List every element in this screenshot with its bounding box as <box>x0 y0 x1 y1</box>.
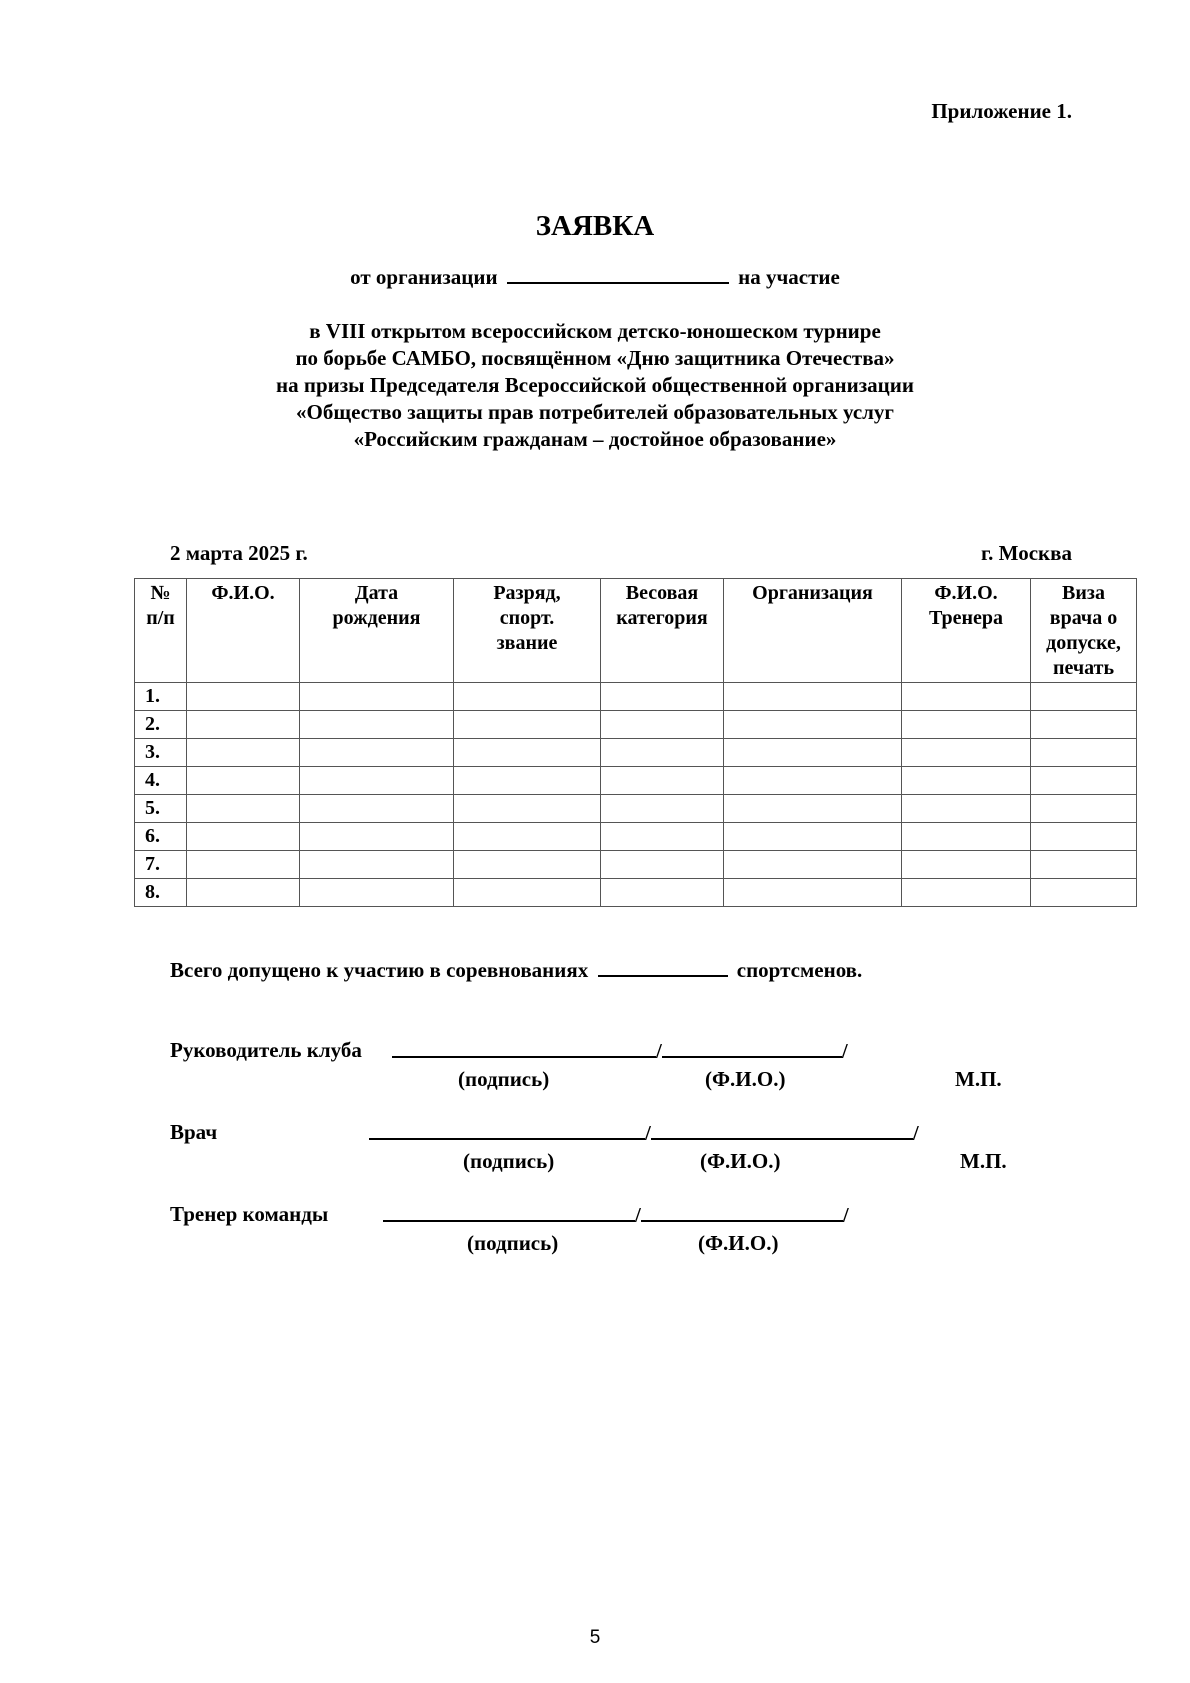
coach-name-field[interactable] <box>641 1202 843 1222</box>
table-cell[interactable] <box>601 851 724 879</box>
doctor-signature-block <box>369 1120 919 1146</box>
table-cell[interactable] <box>724 823 902 851</box>
doctor-stamp: М.П. <box>960 1149 1007 1173</box>
description-line: в VIII открытом всероссийском детско-юношеском турнире <box>309 319 881 343</box>
table-cell[interactable] <box>300 739 454 767</box>
table-cell[interactable] <box>187 795 300 823</box>
header-rank: Разряд, спорт. звание <box>454 579 601 683</box>
header-doctor-visa: Виза врача о допуске, печать <box>1031 579 1137 683</box>
table-cell[interactable] <box>601 767 724 795</box>
row-number: 3. <box>135 739 187 767</box>
row-number: 1. <box>135 683 187 711</box>
table-cell[interactable] <box>300 683 454 711</box>
table-row <box>135 767 1137 795</box>
table-cell[interactable] <box>724 851 902 879</box>
total-count-blank-field[interactable] <box>598 957 728 977</box>
table-cell[interactable] <box>300 823 454 851</box>
club-head-signature-field[interactable] <box>392 1038 656 1058</box>
organization-blank-field[interactable] <box>507 264 729 284</box>
table-cell[interactable] <box>454 823 601 851</box>
description-line: «Российским гражданам – достойное образование» <box>353 427 837 451</box>
table-cell[interactable] <box>1031 823 1137 851</box>
row-number: 4. <box>135 767 187 795</box>
organization-prefix: от организации <box>350 265 498 289</box>
header-number: № п/п <box>135 579 187 683</box>
table-cell[interactable] <box>902 767 1031 795</box>
coach-signature-block <box>383 1202 849 1228</box>
table-cell[interactable] <box>187 683 300 711</box>
table-cell[interactable] <box>1031 795 1137 823</box>
table-cell[interactable] <box>454 795 601 823</box>
table-cell[interactable] <box>601 823 724 851</box>
table-cell[interactable] <box>601 683 724 711</box>
table-cell[interactable] <box>724 879 902 907</box>
separator: / <box>842 1203 849 1227</box>
separator: / <box>912 1121 919 1145</box>
table-cell[interactable] <box>902 851 1031 879</box>
table-cell[interactable] <box>187 767 300 795</box>
participants-table <box>134 578 1137 907</box>
doctor-name-field[interactable] <box>651 1120 913 1140</box>
table-cell[interactable] <box>187 823 300 851</box>
table-cell[interactable] <box>724 767 902 795</box>
coach-name-caption: (Ф.И.О.) <box>698 1231 779 1255</box>
table-cell[interactable] <box>1031 739 1137 767</box>
table-cell[interactable] <box>601 879 724 907</box>
table-cell[interactable] <box>454 879 601 907</box>
page-number: 5 <box>589 1627 601 1648</box>
table-cell[interactable] <box>601 711 724 739</box>
table-cell[interactable] <box>1031 711 1137 739</box>
header-weight-category: Весовая категория <box>601 579 724 683</box>
table-cell[interactable] <box>1031 767 1137 795</box>
total-suffix: спортсменов. <box>736 958 863 982</box>
table-cell[interactable] <box>187 711 300 739</box>
table-row <box>135 795 1137 823</box>
table-row <box>135 739 1137 767</box>
table-cell[interactable] <box>902 795 1031 823</box>
table-header-row <box>135 579 1137 683</box>
table-cell[interactable] <box>187 879 300 907</box>
doctor-signature-field[interactable] <box>369 1120 645 1140</box>
doctor-name-caption: (Ф.И.О.) <box>700 1149 781 1173</box>
table-cell[interactable] <box>902 711 1031 739</box>
row-number: 5. <box>135 795 187 823</box>
table-cell[interactable] <box>300 879 454 907</box>
organization-line <box>0 264 1190 290</box>
separator: / <box>635 1203 641 1227</box>
table-row <box>135 851 1137 879</box>
table-cell[interactable] <box>300 795 454 823</box>
table-row <box>135 823 1137 851</box>
table-cell[interactable] <box>601 739 724 767</box>
description-line: по борьбе САМБО, посвящённом «Дню защитника Отечества» <box>295 346 895 370</box>
table-cell[interactable] <box>454 851 601 879</box>
tournament-description <box>0 318 1190 453</box>
table-row <box>135 711 1137 739</box>
club-head-name-caption: (Ф.И.О.) <box>705 1067 786 1091</box>
header-birth-date: Дата рождения <box>300 579 454 683</box>
table-cell[interactable] <box>601 795 724 823</box>
table-cell[interactable] <box>1031 851 1137 879</box>
table-cell[interactable] <box>902 823 1031 851</box>
total-admitted-line <box>170 957 862 983</box>
club-head-stamp: М.П. <box>955 1067 1002 1091</box>
description-line: на призы Председателя Всероссийской общественной организации <box>276 373 914 397</box>
header-full-name: Ф.И.О. <box>187 579 300 683</box>
coach-sign-caption: (подпись) <box>467 1231 559 1255</box>
table-cell[interactable] <box>454 683 601 711</box>
table-cell[interactable] <box>454 767 601 795</box>
table-cell[interactable] <box>454 739 601 767</box>
table-cell[interactable] <box>902 683 1031 711</box>
doctor-sign-caption: (подпись) <box>463 1149 555 1173</box>
separator: / <box>841 1039 848 1063</box>
table-cell[interactable] <box>1031 879 1137 907</box>
separator: / <box>656 1039 662 1063</box>
table-cell[interactable] <box>300 851 454 879</box>
document-city: г. Москва <box>981 541 1072 565</box>
header-coach-name: Ф.И.О. Тренера <box>902 579 1031 683</box>
club-head-signature-block <box>392 1038 848 1064</box>
table-cell[interactable] <box>187 739 300 767</box>
table-cell[interactable] <box>902 739 1031 767</box>
organization-suffix: на участие <box>738 265 840 289</box>
appendix-label: Приложение 1. <box>931 99 1072 123</box>
doctor-label: Врач <box>170 1120 218 1144</box>
separator: / <box>645 1121 651 1145</box>
table-cell[interactable] <box>724 711 902 739</box>
table-cell[interactable] <box>724 739 902 767</box>
document-date: 2 марта 2025 г. <box>170 541 308 565</box>
table-cell[interactable] <box>1031 683 1137 711</box>
header-organization: Организация <box>724 579 902 683</box>
coach-label: Тренер команды <box>170 1202 329 1226</box>
table-cell[interactable] <box>187 851 300 879</box>
table-cell[interactable] <box>300 767 454 795</box>
row-number: 8. <box>135 879 187 907</box>
club-head-sign-caption: (подпись) <box>458 1067 550 1091</box>
club-head-name-field[interactable] <box>662 1038 842 1058</box>
row-number: 7. <box>135 851 187 879</box>
table-cell[interactable] <box>724 795 902 823</box>
row-number: 6. <box>135 823 187 851</box>
table-cell[interactable] <box>902 879 1031 907</box>
table-row <box>135 683 1137 711</box>
description-line: «Общество защиты прав потребителей образовательных услуг <box>296 400 894 424</box>
table-cell[interactable] <box>300 711 454 739</box>
coach-signature-field[interactable] <box>383 1202 635 1222</box>
total-prefix: Всего допущено к участию в соревнованиях <box>170 958 589 982</box>
club-head-label: Руководитель клуба <box>170 1038 362 1062</box>
table-row <box>135 879 1137 907</box>
table-cell[interactable] <box>724 683 902 711</box>
table-cell[interactable] <box>454 711 601 739</box>
row-number: 2. <box>135 711 187 739</box>
document-title: ЗАЯВКА <box>535 210 655 242</box>
